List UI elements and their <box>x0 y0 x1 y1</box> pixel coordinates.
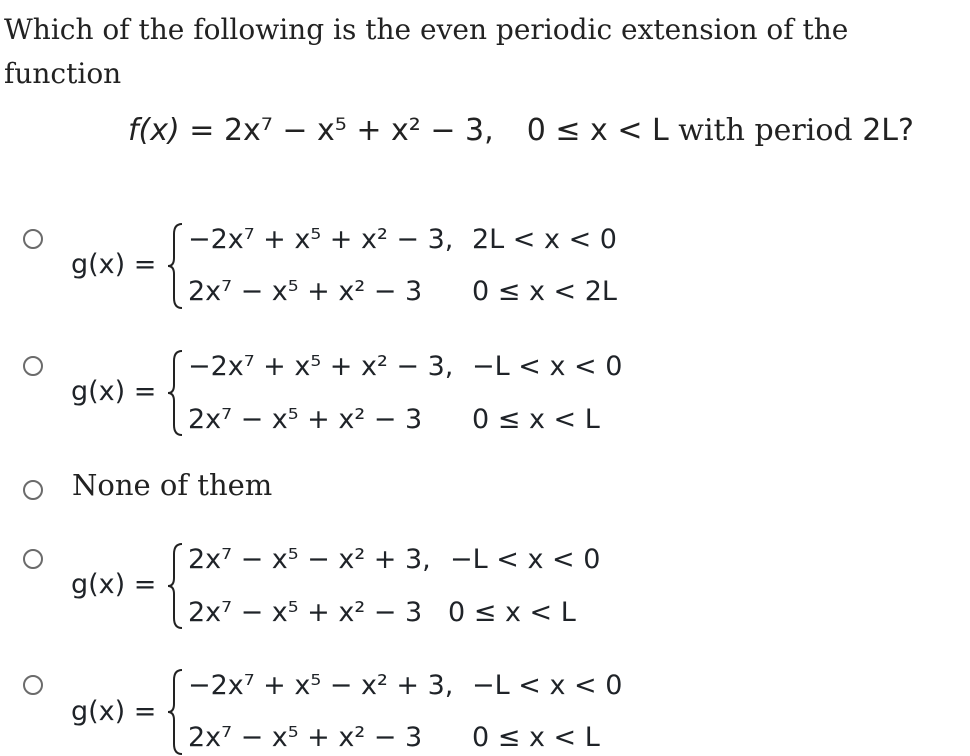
option-4-row2-expr: 2x⁷ − x⁵ + x² − 3 <box>188 597 423 628</box>
option-2-lhs: g(x) = <box>71 376 157 407</box>
option-1-brace <box>166 222 186 310</box>
option-3-radio[interactable] <box>23 480 43 500</box>
option-5-row2-cond: 0 ≤ x < L <box>472 722 600 753</box>
option-5-row1-cond: −L < x < 0 <box>472 670 623 701</box>
option-2-row1-expr: −2x⁷ + x⁵ + x² − 3, <box>188 351 454 382</box>
option-5-brace <box>166 668 186 756</box>
function-domain: 0 ≤ x < L <box>526 113 669 148</box>
period-value: 2L <box>862 113 898 148</box>
question-mark: ? <box>898 113 914 148</box>
option-4-radio[interactable] <box>23 549 43 569</box>
option-2-row2-expr: 2x⁷ − x⁵ + x² − 3 <box>188 404 423 435</box>
option-5-row1-expr: −2x⁷ + x⁵ − x² + 3, <box>188 670 454 701</box>
question-text: Which of the following is the even periodic extension of the function <box>4 13 849 90</box>
question-function <box>128 113 914 148</box>
option-1-row1-expr: −2x⁷ + x⁵ + x² − 3, <box>188 224 454 255</box>
option-1-row2-cond: 0 ≤ x < 2L <box>472 276 617 307</box>
option-4-brace <box>166 542 186 630</box>
option-2-row2-cond: 0 ≤ x < L <box>472 404 600 435</box>
option-4-row1-cond: −L < x < 0 <box>450 544 601 575</box>
equals-sign: = <box>189 113 215 148</box>
option-1-lhs: g(x) = <box>71 249 157 280</box>
option-4-row2-cond: 0 ≤ x < L <box>448 597 576 628</box>
function-rhs: 2x⁷ − x⁵ + x² − 3, <box>223 113 494 148</box>
option-2-radio[interactable] <box>23 356 43 376</box>
with-period-text: with period <box>678 113 853 148</box>
option-4-lhs: g(x) = <box>71 569 157 600</box>
option-5-lhs: g(x) = <box>71 696 157 727</box>
option-5-row2-expr: 2x⁷ − x⁵ + x² − 3 <box>188 722 423 753</box>
option-3-label: None of them <box>72 468 273 502</box>
option-4-row1-expr: 2x⁷ − x⁵ − x² + 3, <box>188 544 431 575</box>
option-2-brace <box>166 349 186 437</box>
function-lhs: f(x) <box>128 113 180 148</box>
option-1-row2-expr: 2x⁷ − x⁵ + x² − 3 <box>188 276 423 307</box>
option-5-radio[interactable] <box>23 675 43 695</box>
option-1-radio[interactable] <box>23 229 43 249</box>
option-2-row1-cond: −L < x < 0 <box>472 351 623 382</box>
option-1-row1-cond: 2L < x < 0 <box>472 224 617 255</box>
